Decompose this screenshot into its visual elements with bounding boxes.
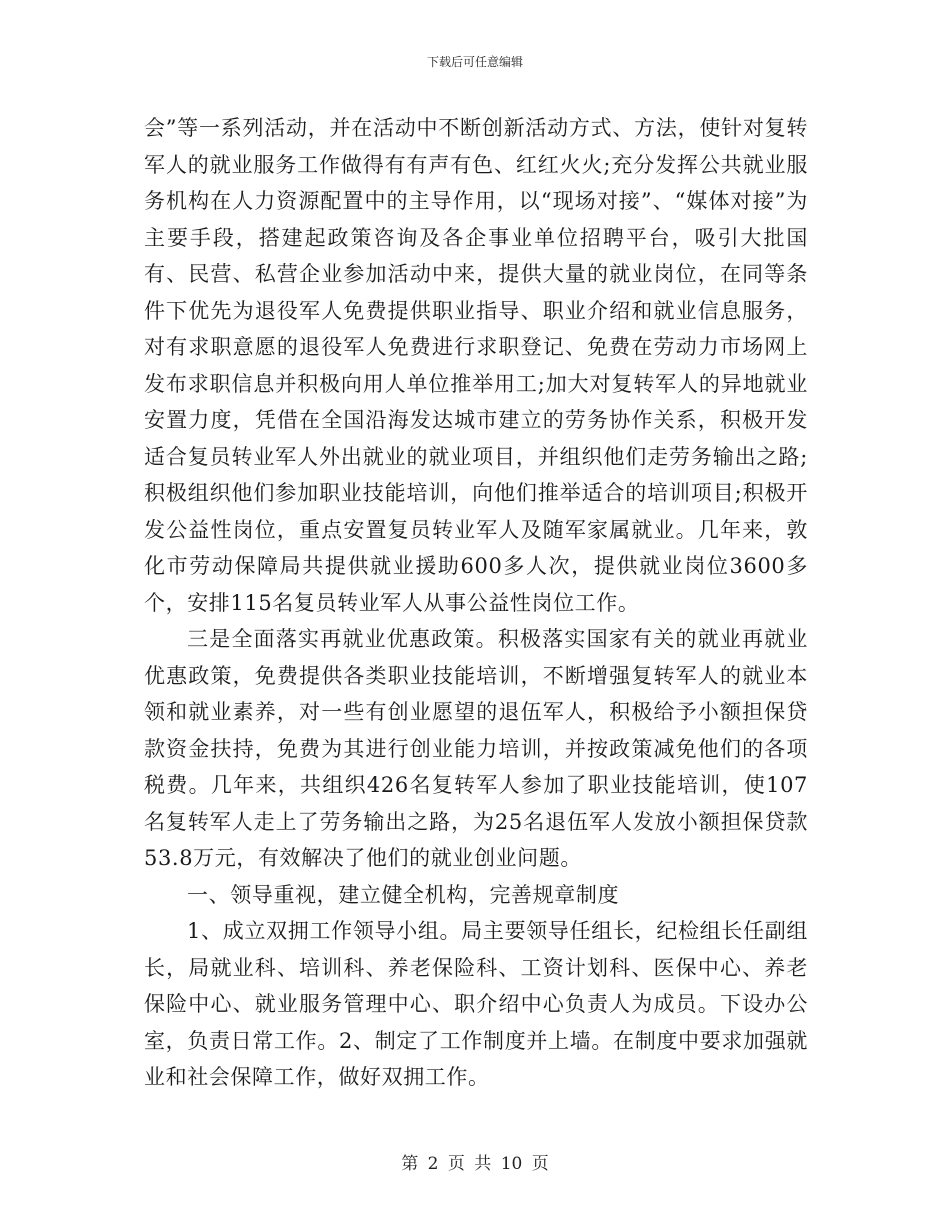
page-header: 下载后可任意编辑	[426, 55, 523, 69]
page-footer: 第 2 页 共 10 页	[401, 1154, 549, 1174]
paragraph-1: 会”等一系列活动，并在活动中不断创新活动方式、方法，使针对复转军人的就业服务工作做得有有声有色、红红火火;充分发挥公共就业服务机构在人力资源配置中的主导作用，以“现场对接”、“媒体对接”为主要手段，搭建起政策咨询及各企事业单位招聘平台，吸引大批国有、民营、私营企业参加活动中来，提供大量的就业岗位，在同等条件下优先为退役军人免费提供职业指导、职业介绍和就业信息服务，对有求职意愿的退役军人免费进行求职登记、免费在劳动力市场网上发布求职信息并积极向用人单位推举用工;加大对复转军人的异地就业安置力度，凭借在全国沿海发达城市建立的劳务协作关系，积极开发适合复员转业军人外出就业的就业项目，并组织他们走劳务输出之路;积极组织他们参加职业技能培训，向他们推举适合的培训项目;积极开发公益性岗位，重点安置复员转业军人及随军家属就业。几年来，敦化市劳动保障局共提供就业援助600多人次，提供就业岗位3600多个，安排115名复员转业军人从事公益性岗位工作。	[144, 116, 808, 615]
paragraph-3: 1、成立双拥工作领导小组。局主要领导任组长，纪检组长任副组长，局就业科、培训科、养老保险科、工资计划科、医保中心、养老保险中心、就业服务管理中心、职介绍中心负责人为成员。下设办公室，负责日常工作。2、制定了工作制度并上墙。在制度中要求加强就业和社会保障工作，做好双拥工作。	[144, 919, 808, 1089]
paragraph-2: 三是全面落实再就业优惠政策。积极落实国家有关的就业再就业优惠政策，免费提供各类职业技能培训，不断增强复转军人的就业本领和就业素养，对一些有创业愿望的退伍军人，积极给予小额担保贷款资金扶持，免费为其进行创业能力培训，并按政策减免他们的各项税费。几年来，共组织426名复转军人参加了职业技能培训，使107名复转军人走上了劳务输出之路，为25名退伍军人发放小额担保贷款53.8万元，有效解决了他们的就业创业问题。	[144, 627, 808, 870]
section-heading: 一、领导重视，建立健全机构，完善规章制度	[187, 882, 620, 907]
document-body	[144, 110, 808, 1096]
